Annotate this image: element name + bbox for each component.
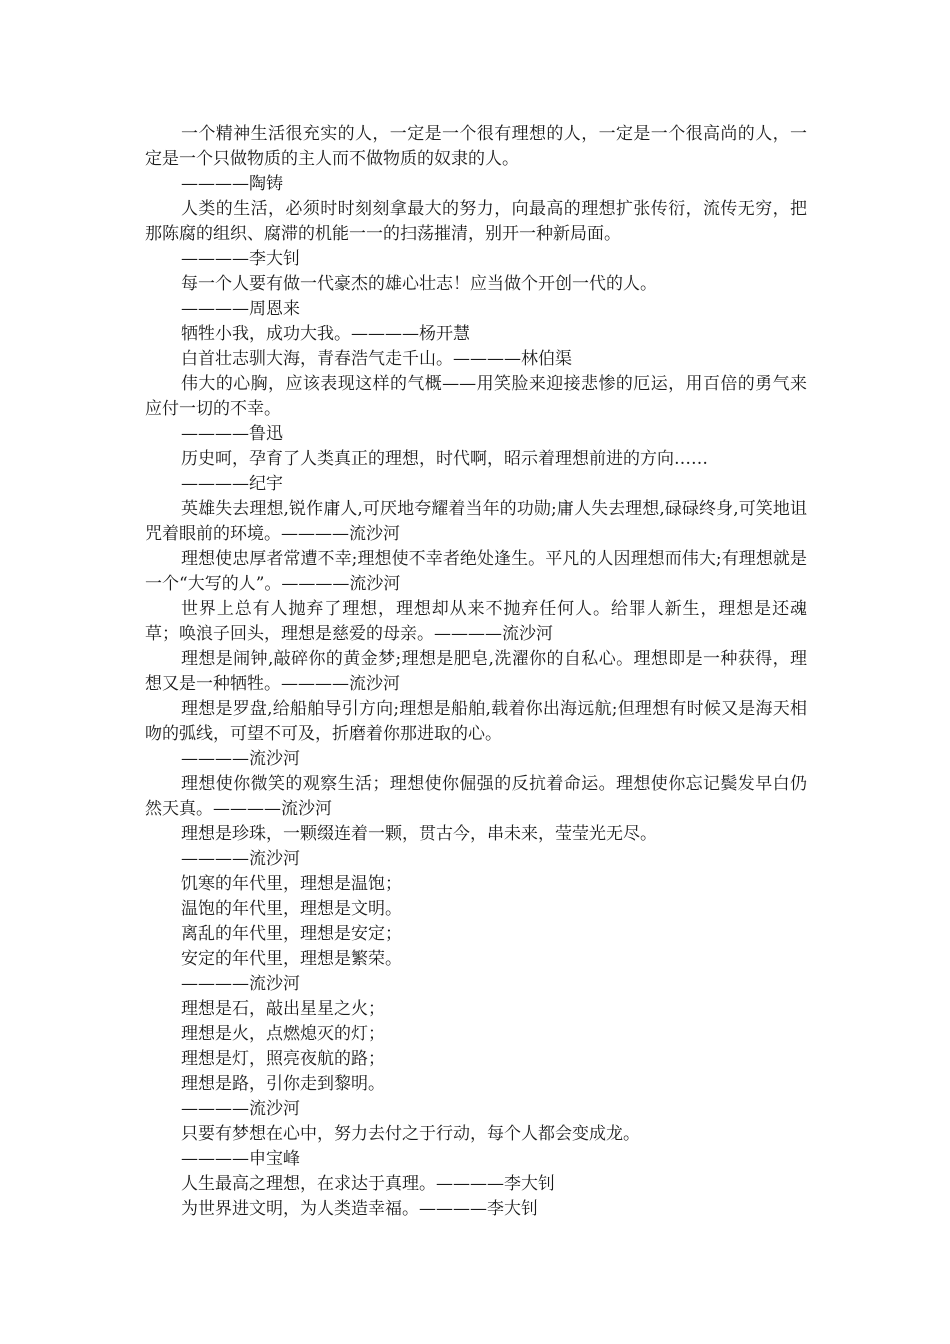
quote-attribution: ————流沙河 [181, 849, 300, 869]
quote-paragraph: 伟大的心胸，应该表现这样的气概——用笑脸来迎接悲惨的厄运，用百倍的勇气来应付一切的不幸。 [145, 374, 807, 419]
quote-paragraph: 白首壮志驯大海，青春浩气走千山。————林伯渠 [181, 349, 572, 369]
quote-paragraph: 英雄失去理想,锐作庸人,可厌地夸耀着当年的功勋;庸人失去理想,碌碌终身,可笑地诅咒着眼前的环境。————流沙河 [145, 499, 807, 544]
quote-paragraph: 世界上总有人抛弃了理想，理想却从来不抛弃任何人。给罪人新生，理想是还魂草；唤浪子回头，理想是慈爱的母亲。————流沙河 [145, 599, 807, 644]
quote-paragraph: 为世界进文明，为人类造幸福。————李大钊 [181, 1199, 538, 1219]
quote-paragraph: 一个精神生活很充实的人，一定是一个很有理想的人，一定是一个很高尚的人，一定是一个只做物质的主人而不做物质的奴隶的人。 [145, 124, 807, 169]
poem-line: 安定的年代里，理想是繁荣。 [181, 949, 402, 969]
quote-paragraph: 牺牲小我，成功大我。————杨开慧 [181, 324, 470, 344]
quote-attribution: ————鲁迅 [181, 424, 283, 444]
quote-paragraph: 理想是珍珠，一颗缀连着一颗，贯古今，串未来，莹莹光无尽。 [181, 824, 657, 844]
poem-line: 理想是石，敲出星星之火； [181, 999, 385, 1019]
poem-line: 温饱的年代里，理想是文明。 [181, 899, 402, 919]
poem-line: 理想是灯，照亮夜航的路； [181, 1049, 385, 1069]
quote-attribution: ————周恩来 [181, 299, 300, 319]
quote-paragraph: 人生最高之理想，在求达于真理。————李大钊 [181, 1174, 555, 1194]
quote-paragraph: 每一个人要有做一代豪杰的雄心壮志！应当做个开创一代的人。 [181, 274, 657, 294]
poem-line: 理想是路，引你走到黎明。 [181, 1074, 385, 1094]
poem-line: 理想是火，点燃熄灭的灯； [181, 1024, 385, 1044]
document-body [145, 122, 807, 1222]
poem-line: 离乱的年代里，理想是安定； [181, 924, 402, 944]
quote-attribution: ————陶铸 [181, 174, 283, 194]
quote-attribution: ————申宝峰 [181, 1149, 300, 1169]
poem-line: 饥寒的年代里，理想是温饱； [181, 874, 402, 894]
quote-paragraph: 人类的生活，必须时时刻刻拿最大的努力，向最高的理想扩张传衍，流传无穷，把那陈腐的组织、腐滞的机能一一的扫荡摧清，别开一种新局面。 [145, 199, 807, 244]
quote-attribution: ————流沙河 [181, 1099, 300, 1119]
quote-paragraph: 只要有梦想在心中，努力去付之于行动，每个人都会变成龙。 [181, 1124, 640, 1144]
quote-paragraph: 理想使你微笑的观察生活；理想使你倔强的反抗着命运。理想使你忘记鬓发早白仍然天真。————流沙河 [145, 774, 807, 819]
quote-paragraph: 理想使忠厚者常遭不幸;理想使不幸者绝处逢生。平凡的人因理想而伟大;有理想就是一个“大写的人”。————流沙河 [145, 549, 807, 594]
quote-attribution: ————流沙河 [181, 749, 300, 769]
quote-paragraph: 理想是罗盘,给船舶导引方向;理想是船舶,载着你出海远航;但理想有时候又是海天相吻的弧线，可望不可及，折磨着你那进取的心。 [145, 699, 807, 744]
quote-attribution: ————李大钊 [181, 249, 300, 269]
quote-paragraph: 历史呵，孕育了人类真正的理想，时代啊，昭示着理想前进的方向…… [181, 449, 708, 469]
quote-attribution: ————流沙河 [181, 974, 300, 994]
quote-attribution: ————纪宇 [181, 474, 283, 494]
quote-paragraph: 理想是闹钟,敲碎你的黄金梦;理想是肥皂,洗濯你的自私心。理想即是一种获得，理想又是一种牺牲。————流沙河 [145, 649, 807, 694]
